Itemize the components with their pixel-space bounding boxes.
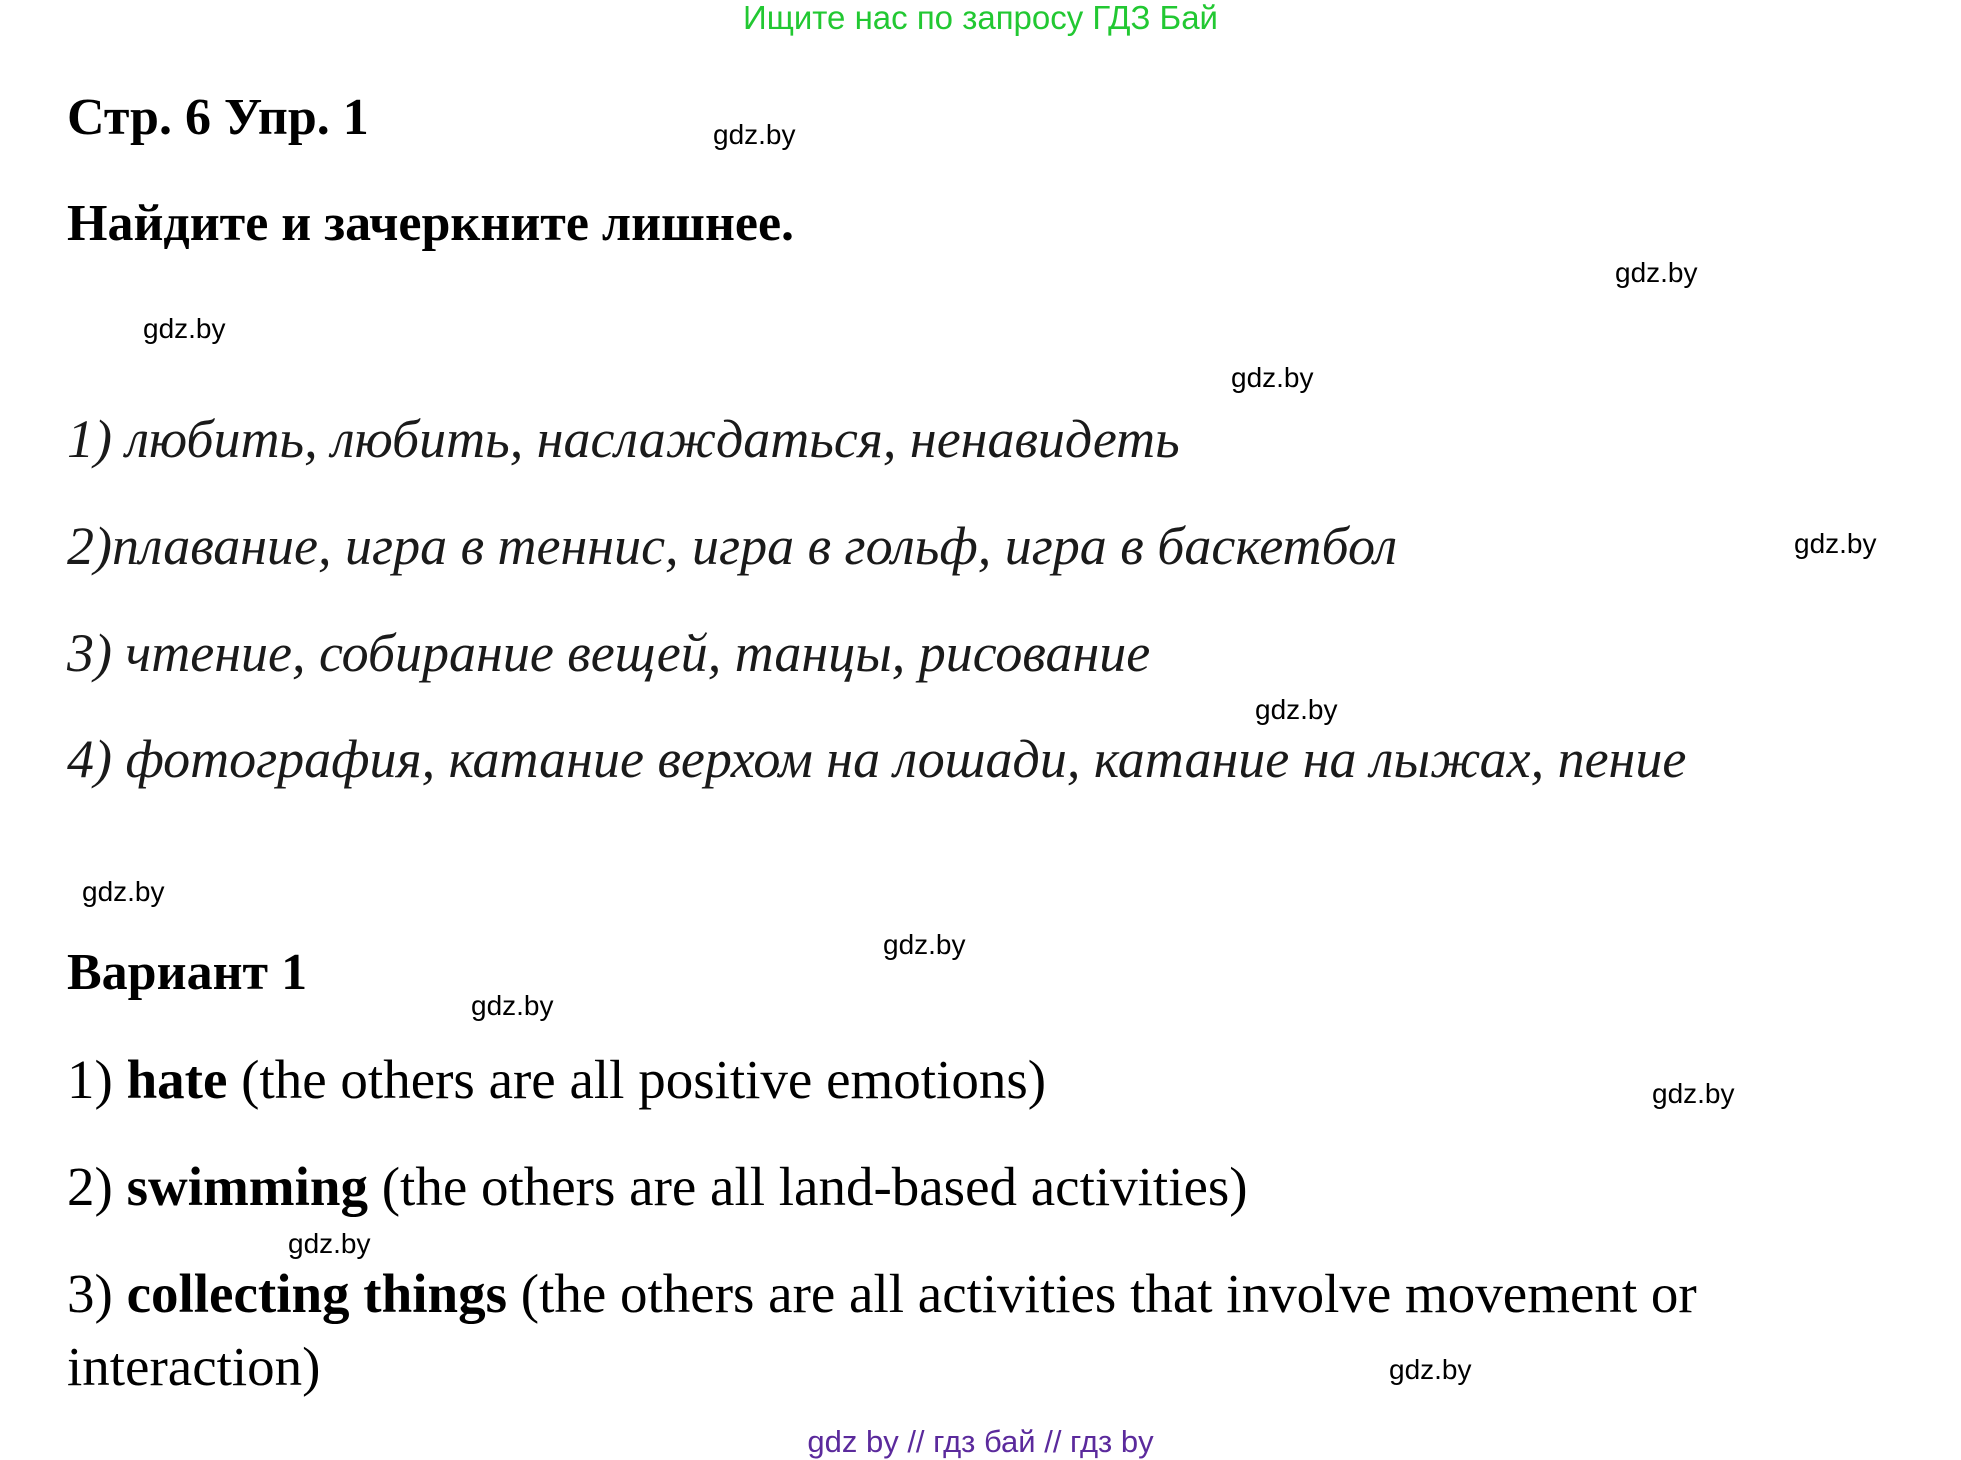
watermark: gdz.by <box>1615 257 1698 288</box>
footer-links: gdz by // гдз бай // гдз by <box>807 1424 1154 1459</box>
watermark: gdz.by <box>1652 1078 1735 1109</box>
answer-3 <box>67 1263 1697 1325</box>
item-4: 4) фотография, катание верхом на лошади, катание на лыжах, пение <box>67 729 1687 789</box>
answer-1 <box>67 1049 1046 1111</box>
watermark: gdz.by <box>1255 694 1338 725</box>
watermark: gdz.by <box>1231 362 1314 393</box>
watermark: gdz.by <box>143 313 226 344</box>
answer-explanation: (the others are all activities that involve movement or <box>507 1263 1697 1324</box>
answer-explanation: (the others are all land-based activities) <box>367 1156 1248 1217</box>
watermark: gdz.by <box>288 1228 371 1259</box>
item-3: 3) чтение, собирание вещей, танцы, рисование <box>67 623 1151 683</box>
answer-number: 3) <box>67 1263 127 1324</box>
answer-word: hate <box>126 1049 228 1110</box>
watermark: gdz.by <box>713 119 796 150</box>
item-1: 1) любить, любить, наслаждаться, ненавидеть <box>67 409 1180 469</box>
task-heading: Найдите и зачеркните лишнее. <box>67 195 795 252</box>
page-title: Стр. 6 Упр. 1 <box>67 89 369 146</box>
answer-number: 1) <box>67 1049 127 1110</box>
answer-number: 2) <box>67 1156 127 1217</box>
answer-word: swimming <box>126 1156 368 1217</box>
watermark: gdz.by <box>82 876 165 907</box>
search-banner: Ищите нас по запросу ГДЗ Бай <box>743 0 1218 36</box>
item-2: 2)плавание, игра в теннис, игра в гольф, игра в баскетбол <box>67 516 1398 576</box>
watermark: gdz.by <box>471 990 554 1021</box>
answer-2 <box>67 1156 1248 1218</box>
answer-explanation: (the others are all positive emotions) <box>227 1049 1047 1110</box>
answer-word: collecting things <box>126 1263 507 1324</box>
watermark: gdz.by <box>1389 1354 1472 1385</box>
watermark: gdz.by <box>883 929 966 960</box>
answer-3-continuation: interaction) <box>67 1336 321 1397</box>
variant-heading: Вариант 1 <box>67 944 308 1001</box>
watermark: gdz.by <box>1794 528 1877 559</box>
